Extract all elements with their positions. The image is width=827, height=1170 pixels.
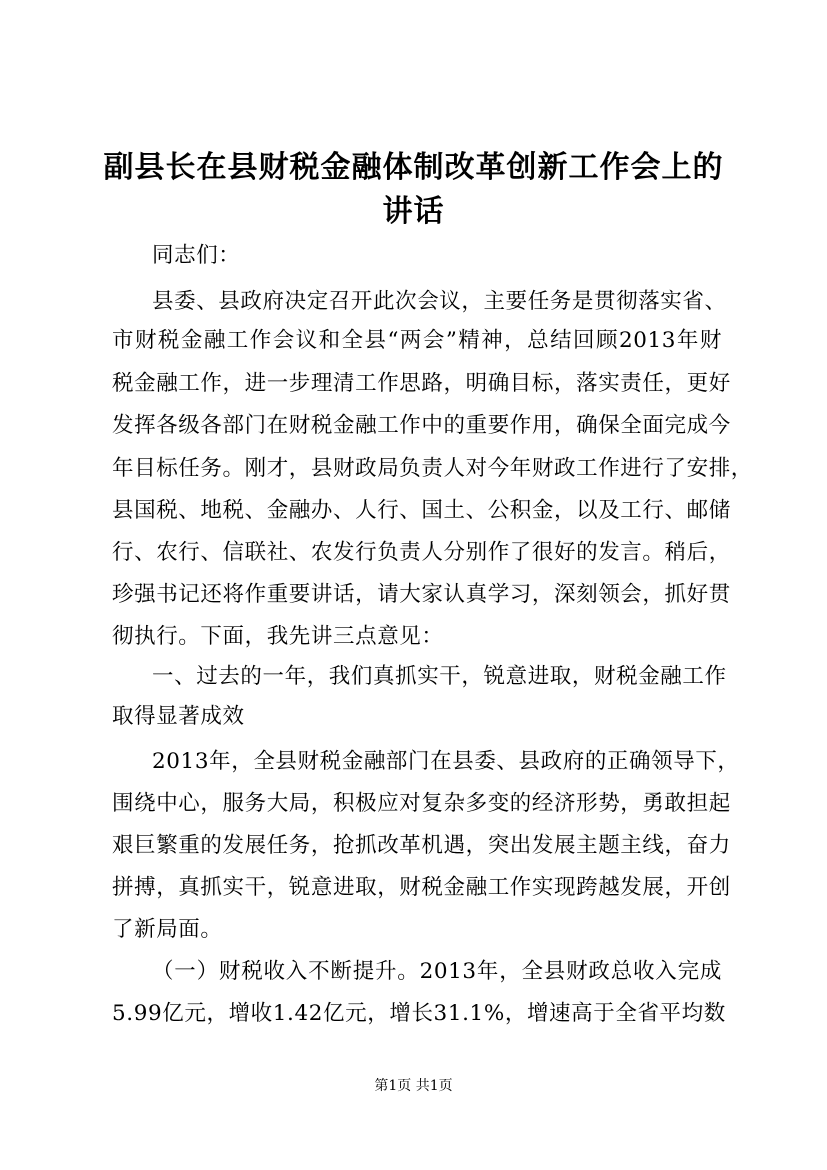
salutation: 同志们：: [152, 243, 241, 268]
paragraph-line: 围绕中心，服务大局，积极应对复杂多变的经济形势，勇敢担起: [112, 791, 731, 816]
section-heading-line: 取得显著成效: [112, 704, 245, 729]
paragraph-line: 彻执行。下面，我先讲三点意见：: [112, 624, 444, 649]
paragraph-line: 珍强书记还将作重要讲话，请大家认真学习，深刻领会，抓好贯: [112, 582, 731, 607]
paragraph-line: 发挥各级各部门在财税金融工作中的重要作用，确保全面完成今: [112, 413, 731, 438]
paragraph-line: 税金融工作，进一步理清工作思路，明确目标，落实责任，更好: [112, 371, 731, 396]
paragraph-line: 市财税金融工作会议和全县“两会”精神，总结回顾2013年财: [112, 328, 722, 353]
paragraph-line: 拼搏，真抓实干，锐意进取，财税金融工作实现跨越发展，开创: [112, 875, 731, 900]
paragraph-line: 行、农行、信联社、农发行负责人分别作了很好的发言。稍后，: [112, 540, 731, 565]
document-title-line-1: 副县长在县财税金融体制改革创新工作会上的: [103, 150, 724, 185]
paragraph-line: 艰巨繁重的发展任务，抢抓改革机遇，突出发展主题主线，奋力: [112, 833, 731, 858]
paragraph-line: 县国税、地税、金融办、人行、国土、公积金，以及工行、邮储: [112, 498, 731, 523]
page-number-footer: 第1页 共1页: [374, 1078, 453, 1094]
paragraph-line: 了新局面。: [112, 917, 223, 942]
document-title-line-2: 讲话: [382, 194, 445, 229]
paragraph-line: 2013年，全县财税金融部门在县委、县政府的正确领导下，: [152, 749, 740, 774]
paragraph-line: 县委、县政府决定召开此次会议，主要任务是贯彻落实省、: [152, 289, 727, 314]
subsection-line: 5.99亿元，增收1.42亿元，增长31.1%，增速高于全省平均数: [112, 1001, 726, 1026]
section-heading-line: 一、过去的一年，我们真抓实干，锐意进取，财税金融工作: [152, 664, 727, 689]
subsection-line: （一）财税收入不断提升。2013年，全县财政总收入完成: [152, 959, 722, 984]
paragraph-line: 年目标任务。刚才，县财政局负责人对今年财政工作进行了安排，: [112, 456, 753, 481]
